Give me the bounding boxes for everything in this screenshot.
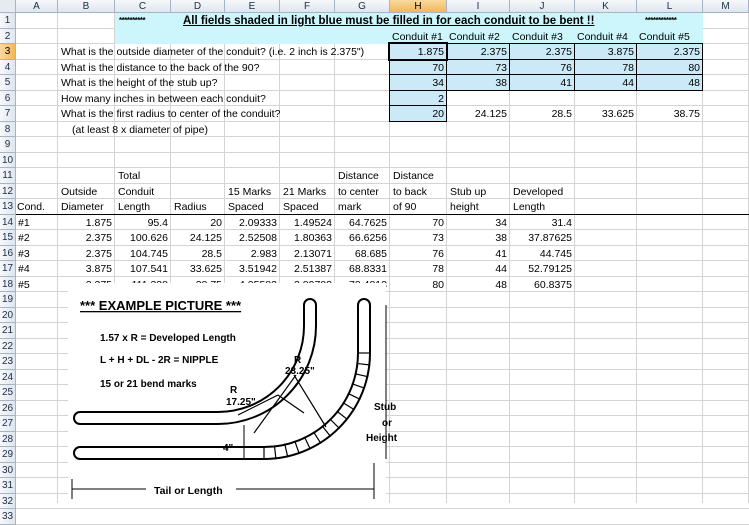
question-stub-height: What is the height of the stub up? — [61, 77, 218, 89]
radius-outer-value: 23.25" — [285, 366, 315, 377]
table-header-f-12: 21 Marks — [283, 185, 327, 198]
select-all-corner[interactable] — [0, 0, 16, 13]
grid-horizontal-line — [0, 276, 749, 277]
table-cell-d: 28.5 — [201, 247, 222, 260]
row-header-1[interactable]: 1 — [0, 13, 16, 29]
table-cell-b: 3.875 — [85, 263, 112, 275]
table-cell-a: #4 — [18, 263, 30, 275]
question-first-radius: What is the first radius to center of the conduit? — [61, 108, 281, 120]
back-input-conduit-2[interactable]: 73 — [495, 61, 507, 74]
row-header-5[interactable]: 5 — [0, 75, 16, 91]
table-header-c-13: Length — [118, 201, 151, 213]
table-header-h-12: to back — [393, 185, 427, 198]
table-cell-f: 1.49524 — [294, 216, 332, 229]
grid-horizontal-line — [0, 260, 749, 261]
table-cell-f: 1.80363 — [294, 232, 332, 244]
column-header-a[interactable]: A — [16, 0, 58, 13]
row-header-26[interactable]: 26 — [0, 401, 16, 417]
row-header-9[interactable]: 9 — [0, 137, 16, 153]
table-cell-e: 2.09333 — [239, 216, 277, 229]
table-cell-h: 70 — [432, 216, 444, 229]
od-input-conduit-3[interactable]: 2.375 — [545, 46, 572, 58]
grid-horizontal-line — [0, 245, 749, 246]
table-header-f-13: Spaced — [283, 201, 319, 213]
row-header-30[interactable]: 30 — [0, 463, 16, 479]
grid-horizontal-line — [0, 198, 749, 199]
table-cell-e: 2.983 — [250, 247, 277, 260]
row-header-33[interactable]: 33 — [0, 509, 16, 525]
stub-input-conduit-5[interactable]: 48 — [688, 77, 700, 89]
table-cell-f: 2.13071 — [294, 247, 332, 260]
table-header-j-12: Developed — [513, 185, 564, 198]
column-header-e[interactable]: E — [225, 0, 280, 13]
table-header-a-13: Cond. — [17, 201, 46, 213]
od-input-conduit-2[interactable]: 2.375 — [480, 46, 507, 58]
stub-input-conduit-3[interactable]: 41 — [560, 77, 572, 89]
formula-bend-marks: 15 or 21 bend marks — [100, 379, 197, 390]
table-cell-e: 3.51942 — [239, 263, 277, 275]
row-header-24[interactable]: 24 — [0, 370, 16, 386]
row-header-8[interactable]: 8 — [0, 122, 16, 138]
spacing-label: 4" — [223, 443, 234, 454]
table-cell-b: 1.875 — [85, 216, 112, 229]
row-header-21[interactable]: 21 — [0, 323, 16, 339]
row-header-32[interactable]: 32 — [0, 494, 16, 510]
row-header-25[interactable]: 25 — [0, 385, 16, 401]
radius-input-conduit-1[interactable]: 20 — [432, 108, 444, 120]
table-cell-h: 73 — [432, 232, 444, 244]
table-cell-g: 66.6256 — [349, 232, 387, 244]
column-header-j[interactable]: J — [510, 0, 575, 13]
row-header-12[interactable]: 12 — [0, 184, 16, 200]
bend-diagram — [68, 283, 398, 503]
grid-horizontal-line — [0, 183, 749, 184]
back-input-conduit-3[interactable]: 76 — [560, 61, 572, 74]
table-cell-c: 95.4 — [147, 216, 168, 229]
row-header-10[interactable]: 10 — [0, 153, 16, 169]
tail-label: Tail or Length — [154, 485, 223, 497]
height-label: Height — [366, 433, 398, 444]
radius-input-conduit-2: 24.125 — [474, 108, 507, 120]
selected-cell-h3[interactable] — [388, 42, 448, 61]
banner-stars-right: ************ — [645, 16, 677, 25]
table-header-d-13: Radius — [174, 201, 207, 213]
row-header-27[interactable]: 27 — [0, 416, 16, 432]
table-header-j-13: Length — [513, 201, 546, 213]
stub-label: Stub — [374, 402, 397, 413]
table-cell-a: #3 — [18, 247, 30, 260]
row-header-20[interactable]: 20 — [0, 308, 16, 324]
back-input-conduit-5[interactable]: 80 — [688, 61, 700, 74]
table-header-h-11: Distance — [393, 170, 434, 182]
table-cell-a: #5 — [18, 278, 30, 291]
row-header-2[interactable]: 2 — [0, 29, 16, 45]
table-header-b-12: Outside — [61, 185, 98, 198]
table-cell-b: 2.375 — [85, 247, 112, 260]
row-header-19[interactable]: 19 — [0, 292, 16, 308]
stub-input-conduit-2[interactable]: 38 — [495, 77, 507, 89]
conduit-header-4: Conduit #4 — [577, 30, 628, 43]
conduit-header-2: Conduit #2 — [449, 30, 500, 43]
radius-input-conduit-5: 38.75 — [673, 108, 700, 120]
table-header-h-13: of 90 — [393, 201, 417, 213]
table-header-i-13: height — [450, 201, 479, 213]
table-cell-j: 44.745 — [539, 247, 572, 260]
row-header-4[interactable]: 4 — [0, 60, 16, 76]
table-cell-i: 44 — [495, 263, 507, 275]
row-header-13[interactable]: 13 — [0, 199, 16, 215]
table-header-g-12: to center — [338, 185, 379, 198]
table-cell-i: 38 — [495, 232, 507, 244]
table-header-g-11: Distance — [338, 170, 379, 182]
table-cell-c: 100.626 — [130, 232, 168, 244]
column-header-k[interactable]: K — [575, 0, 637, 13]
od-input-conduit-1[interactable]: 1.875 — [417, 46, 444, 58]
spacing-input[interactable]: 2 — [438, 92, 444, 105]
table-cell-d: 24.125 — [189, 232, 222, 244]
grid-horizontal-line — [0, 121, 749, 122]
table-cell-c: 104.745 — [130, 247, 168, 260]
row-header-14[interactable]: 14 — [0, 215, 16, 231]
table-cell-i: 41 — [495, 247, 507, 260]
table-header-e-13: Spaced — [228, 201, 264, 213]
stub-input-conduit-1[interactable]: 34 — [432, 77, 444, 89]
table-cell-f: 2.51387 — [294, 263, 332, 275]
table-header-border — [16, 214, 749, 215]
table-cell-h: 76 — [432, 247, 444, 260]
table-cell-g: 68.8331 — [349, 263, 387, 275]
table-cell-g: 64.7625 — [349, 216, 387, 229]
column-header-l[interactable]: L — [637, 0, 703, 13]
row-header-17[interactable]: 17 — [0, 261, 16, 277]
table-header-b-13: Diameter — [61, 201, 104, 213]
row-header-3[interactable]: 3 — [0, 44, 16, 60]
table-cell-i: 48 — [495, 278, 507, 291]
radius-outer-label: R — [294, 355, 302, 366]
radius-inner-label: R — [230, 385, 238, 396]
row-header-18[interactable]: 18 — [0, 277, 16, 293]
column-header-f[interactable]: F — [280, 0, 335, 13]
column-header-c[interactable]: C — [115, 0, 171, 13]
example-picture — [68, 283, 398, 503]
table-cell-a: #1 — [18, 216, 30, 229]
table-cell-a: #2 — [18, 232, 30, 244]
row-header-11[interactable]: 11 — [0, 168, 16, 184]
row-header-6[interactable]: 6 — [0, 91, 16, 107]
table-cell-d: 33.625 — [189, 263, 222, 275]
conduit-header-3: Conduit #3 — [512, 30, 563, 43]
grid-horizontal-line — [0, 105, 749, 106]
table-cell-j: 31.4 — [551, 216, 572, 229]
column-header-d[interactable]: D — [171, 0, 225, 13]
table-cell-g: 68.685 — [354, 247, 387, 260]
grid-horizontal-line — [0, 508, 749, 509]
row-header-7[interactable]: 7 — [0, 106, 16, 122]
question-spacing: How many inches in between each conduit? — [61, 92, 266, 105]
table-header-e-12: 15 Marks — [228, 185, 272, 198]
radius-inner-value: 17.25" — [226, 397, 256, 408]
back-input-conduit-1[interactable]: 70 — [432, 61, 444, 74]
picture-title: *** EXAMPLE PICTURE *** — [80, 298, 242, 313]
od-input-conduit-4[interactable]: 3.875 — [607, 46, 634, 58]
row-header-31[interactable]: 31 — [0, 478, 16, 494]
table-cell-j: 37.87625 — [528, 232, 572, 244]
table-header-i-12: Stub up — [450, 185, 487, 198]
table-cell-h: 78 — [432, 263, 444, 275]
od-input-conduit-5[interactable]: 2.375 — [673, 46, 700, 58]
table-cell-c: 107.541 — [130, 263, 168, 275]
table-header-c-12: Conduit — [118, 185, 155, 198]
table-header-g-13: mark — [338, 201, 362, 213]
stub-or-label: or — [382, 418, 392, 429]
column-header-h[interactable]: H — [390, 0, 447, 13]
row-header-16[interactable]: 16 — [0, 246, 16, 262]
conduit-header-1: Conduit #1 — [392, 30, 443, 43]
column-header-g[interactable]: G — [335, 0, 390, 13]
grid-horizontal-line — [0, 136, 749, 137]
grid-horizontal-line — [0, 229, 749, 230]
stub-input-conduit-4[interactable]: 44 — [622, 77, 634, 89]
row-header-28[interactable]: 28 — [0, 432, 16, 448]
row-header-22[interactable]: 22 — [0, 339, 16, 355]
question-back-of-90: What is the distance to the back of the 90? — [61, 61, 260, 74]
question-radius-note: (at least 8 x diameter of pipe) — [72, 123, 208, 136]
grid-horizontal-line — [0, 524, 749, 525]
formula-nipple: L + H + DL - 2R = NIPPLE — [100, 355, 219, 366]
grid-horizontal-line — [0, 152, 749, 153]
table-cell-e: 2.52508 — [239, 232, 277, 244]
row-header-15[interactable]: 15 — [0, 230, 16, 246]
picture-background — [68, 283, 386, 503]
conduit-header-5: Conduit #5 — [639, 30, 690, 43]
back-input-conduit-4[interactable]: 78 — [622, 61, 634, 74]
row-header-29[interactable]: 29 — [0, 447, 16, 463]
table-header-c-11: Total — [118, 170, 141, 182]
table-cell-b: 2.375 — [85, 232, 112, 244]
column-header-i[interactable]: I — [447, 0, 510, 13]
grid-horizontal-line — [0, 167, 749, 168]
formula-developed: 1.57 x R = Developed Length — [100, 333, 236, 344]
table-cell-d: 20 — [210, 216, 222, 229]
table-cell-i: 34 — [495, 216, 507, 229]
radius-input-conduit-3: 28.5 — [551, 108, 572, 120]
table-cell-j: 60.8375 — [534, 278, 572, 291]
banner-instruction: All fields shaded in light blue must be filled in for each conduit to be bent !! — [183, 15, 595, 27]
table-cell-h: 80 — [432, 278, 444, 291]
row-header-23[interactable]: 23 — [0, 354, 16, 370]
table-cell-j: 52.79125 — [528, 263, 572, 275]
radius-input-conduit-4: 33.625 — [601, 108, 634, 120]
banner-stars-left: ********** — [119, 16, 146, 25]
question-outside-diameter: What is the outside diameter of the conduit? (i.e. 2 inch is 2.375") — [61, 46, 365, 58]
column-header-m[interactable]: M — [703, 0, 749, 13]
column-header-b[interactable]: B — [58, 0, 115, 13]
